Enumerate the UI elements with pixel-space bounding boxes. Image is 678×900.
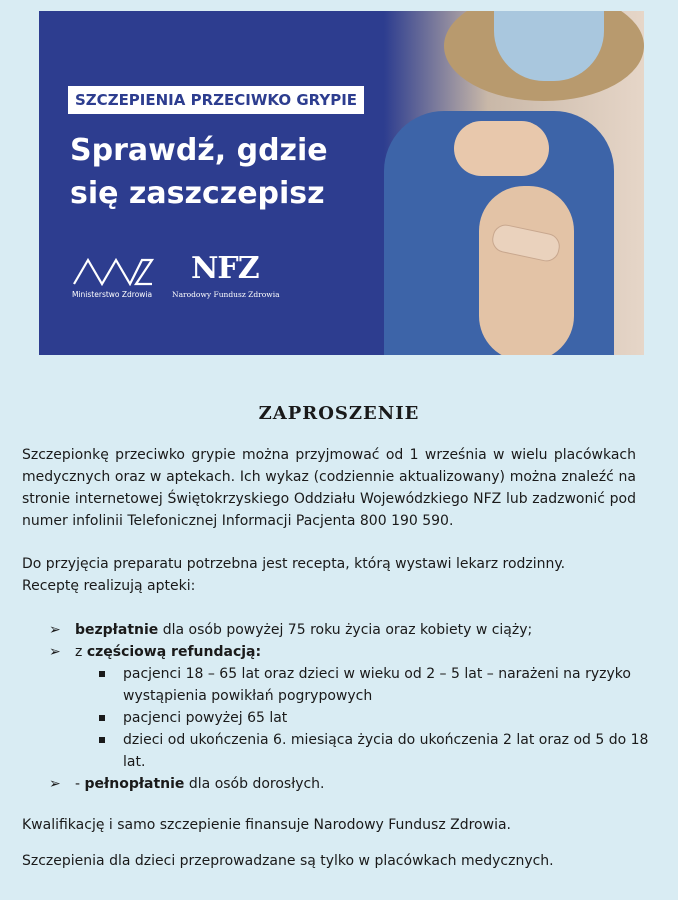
banner-badge: SZCZEPIENIA PRZECIWKO GRYPIE [68,86,364,114]
square-bullet-icon [99,737,105,743]
pharmacy-list [49,619,649,795]
children-paragraph: Szczepienia dla dzieci przeprowadzane są tylko w placówkach medycznych. [22,853,554,869]
intro-paragraph: Szczepionkę przeciwko grypie można przyjmować od 1 września w wielu placówkach medycznych oraz w aptekach. Ich wykaz (codziennie aktualizowany) można znaleźć na stronie internetowej Świętokrzyskiego Oddziału Wojewódzkiego NFZ lub zadzwonić pod numer infolinii Telefonicznej Informacji Pacjenta 800 190 590. [22,447,636,529]
nfz-caption: Narodowy Fundusz Zdrowia [172,290,280,299]
sublist-item: dzieci od ukończenia 6. miesiąca życia do ukończenia 2 lat oraz od 5 do 18 lat. [99,729,649,773]
square-bullet-icon [99,671,105,677]
arrow-bullet-icon: ➢ [49,622,61,638]
sublist-item: pacjenci 18 – 65 lat oraz dzieci w wieku od 2 – 5 lat – narażeni na ryzyko wystąpienia powikłań pogrypowych [99,663,649,707]
list-item: ➢ - pełnopłatnie dla osób dorosłych. [49,773,649,795]
partial-refund-sublist [75,663,649,773]
ministry-of-health-caption: Ministerstwo Zdrowia [72,290,153,299]
list-item: ➢ bezpłatnie dla osób powyżej 75 roku życia oraz kobiety w ciąży; [49,619,649,641]
campaign-banner [39,11,644,355]
nfz-logo: NFZ [191,251,259,286]
financing-paragraph: Kwalifikację i samo szczepienie finansuje Narodowy Fundusz Zdrowia. [22,817,511,833]
sublist-item: pacjenci powyżej 65 lat [99,707,649,729]
list-item: ➢ z częściową refundacją: pacjenci 18 – 65 lat oraz dzieci w wieku od 2 – 5 lat – narażeni na ryzyko wystąpienia powikłań pogrypowych pacjenci powyżej 65 lat dzieci od ukończenia 6. miesiąca życia do ukończenia 2 lat oraz od 5 do 18 lat. [49,641,649,773]
banner-headline: Sprawdź, gdzie się zaszczepisz [70,133,328,211]
vaccinated-woman-photo [384,11,644,355]
arrow-bullet-icon: ➢ [49,644,61,660]
prescription-paragraph: Do przyjęcia preparatu potrzebna jest recepta, którą wystawi lekarz rodzinny. Receptę realizują apteki: [22,556,566,594]
arrow-bullet-icon: ➢ [49,776,61,792]
square-bullet-icon [99,715,105,721]
ministry-of-health-logo [72,256,154,286]
document-title: ZAPROSZENIE [258,403,420,424]
